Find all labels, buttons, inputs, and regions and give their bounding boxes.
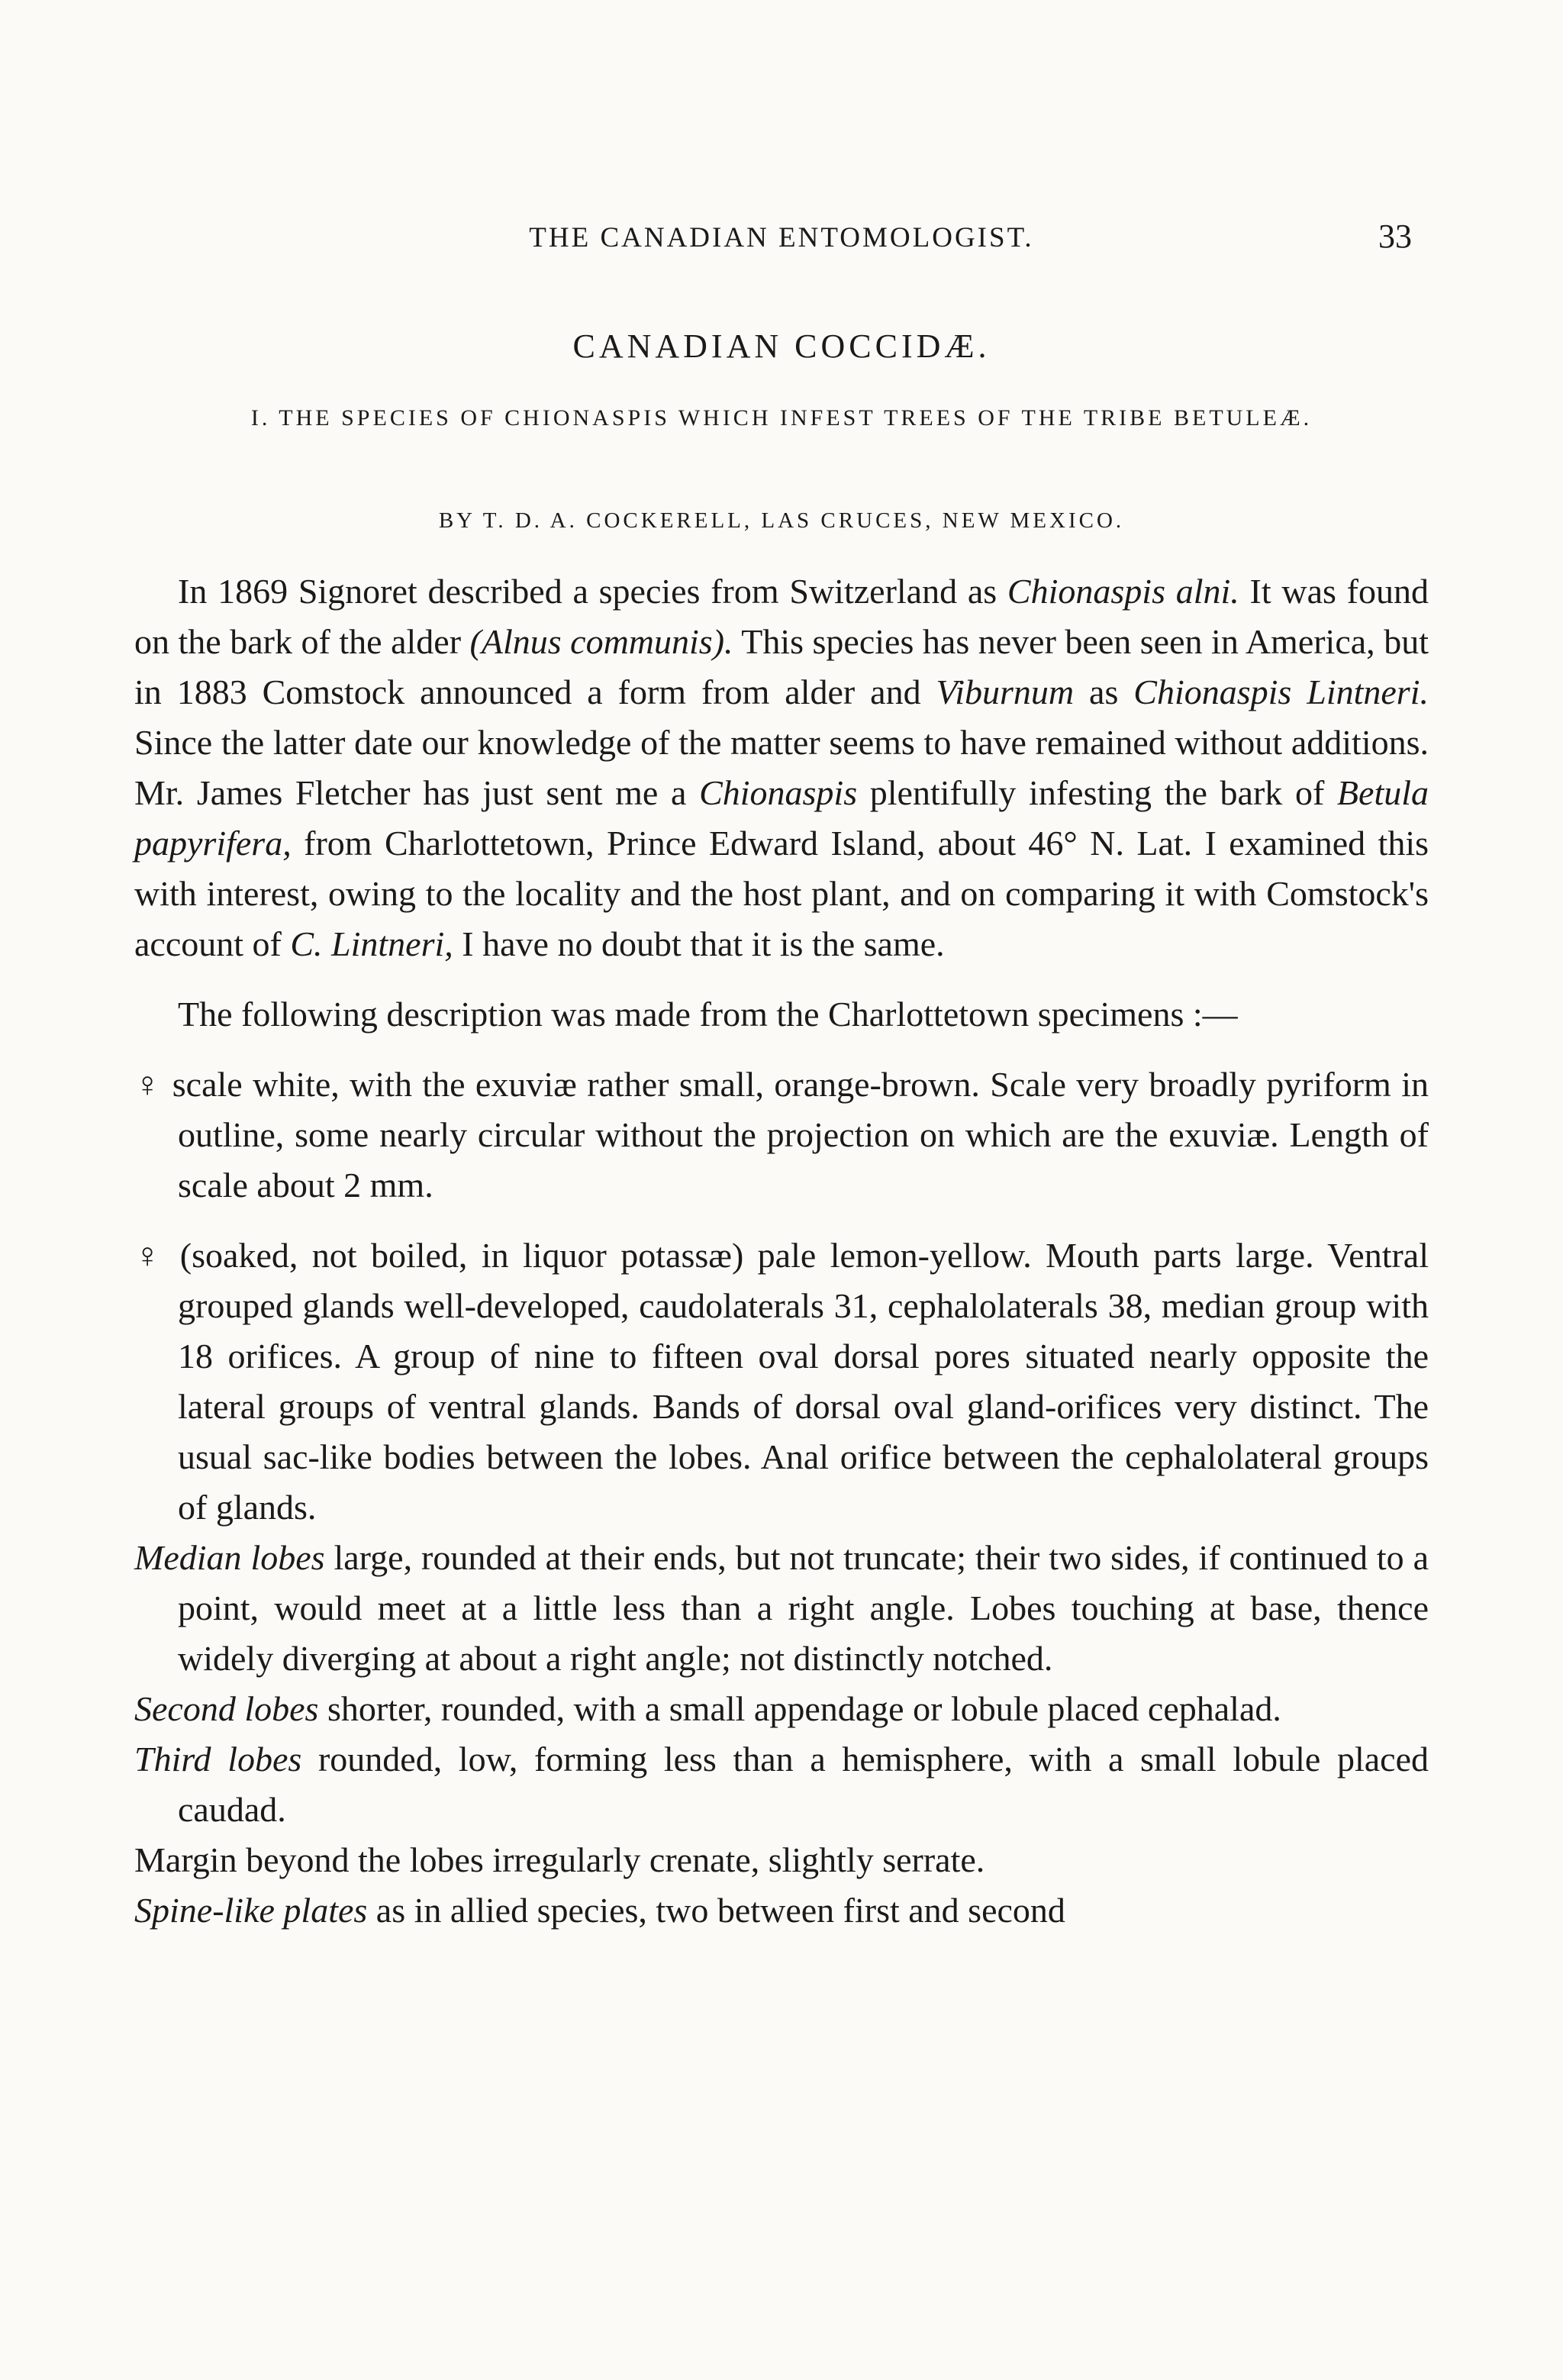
text-run: I have no doubt that it is the same. xyxy=(453,924,945,963)
text-run: shorter, rounded, with a small appendage or lobule placed cephalad. xyxy=(318,1689,1281,1728)
section-label: Median lobes xyxy=(134,1538,325,1577)
section-label: Second lobes xyxy=(134,1689,319,1728)
third-lobes-paragraph xyxy=(134,1734,1429,1835)
text-run: In 1869 Signoret described a species from Switzerland as xyxy=(178,572,1007,611)
article-title: CANADIAN COCCIDÆ. xyxy=(572,327,991,365)
species-name: Betula papyrifera, xyxy=(134,773,1429,863)
text-run: from Charlottetown, Prince Edward Island, about 46° N. Lat. I examined this with interest, owing to the locality and the host plant, and on comparing it with Comstock's account of xyxy=(134,824,1429,963)
spine-plates-paragraph xyxy=(134,1885,1429,1936)
female-scale-paragraph xyxy=(134,1059,1429,1211)
genus-name: Chionaspis xyxy=(699,773,858,812)
second-lobes-paragraph xyxy=(134,1684,1429,1734)
margin-paragraph: Margin beyond the lobes irregularly crenate, slightly serrate. xyxy=(134,1840,985,1879)
species-name: (Alnus communis). xyxy=(469,622,733,661)
section-label: Third lobes xyxy=(134,1740,302,1779)
genus-name: Viburnum xyxy=(936,672,1075,711)
text-run: This species has never been seen in America, but in 1883 Comstock announced a form from alder and xyxy=(134,622,1429,711)
text-run: large, rounded at their ends, but not truncate; their two sides, if continued to a point, would meet at a little less than a right angle. Lobes touching at base, thence widely diverging at about a right angle; not distinctly notched. xyxy=(178,1538,1429,1678)
text-run: as in allied species, two between first and second xyxy=(367,1891,1065,1930)
article-body xyxy=(134,566,1429,1936)
text-run: Since the latter date our knowledge of the matter seems to have remained without additions. Mr. James Fletcher has just sent me a xyxy=(134,723,1429,812)
text-run: plentifully infesting the bark of xyxy=(857,773,1337,812)
author-byline: BY T. D. A. COCKERELL, LAS CRUCES, NEW MEXICO. xyxy=(438,508,1125,533)
running-title: THE CANADIAN ENTOMOLOGIST. xyxy=(529,222,1034,253)
species-name: Chionaspis Lintneri. xyxy=(1133,672,1429,711)
text-run: It was found on the bark of the alder xyxy=(134,572,1429,661)
text-run: as xyxy=(1074,672,1134,711)
species-name: C. Lintneri, xyxy=(290,924,453,963)
description-intro-paragraph: The following description was made from the Charlottetown specimens :— xyxy=(178,995,1238,1034)
text-run: rounded, low, forming less than a hemisphere, with a small lobule placed caudad. xyxy=(178,1740,1429,1829)
article-subtitle: I. THE SPECIES OF CHIONASPIS WHICH INFEST TREES OF THE TRIBE BETULEÆ. xyxy=(250,405,1313,431)
page-number: 33 xyxy=(1378,218,1412,255)
section-label: Spine-like plates xyxy=(134,1891,368,1930)
species-name: Chionaspis alni. xyxy=(1007,572,1239,611)
female-symbol: ♀ xyxy=(134,1236,166,1275)
median-lobes-paragraph xyxy=(134,1533,1429,1684)
intro-paragraph xyxy=(134,566,1429,969)
text-run: (soaked, not boiled, in liquor potassæ) pale lemon-yellow. Mouth parts large. Ventral grouped glands well-developed, caudolaterals 31, cephalolaterals 38, median group with 18 orifices. A group of nine to fifteen oval dorsal pores situated nearly opposite the lateral groups of ventral glands. Bands of dorsal oval gland-orifices very distinct. The usual sac-like bodies between the lobes. Anal orifice between the cephalolateral groups of glands. xyxy=(166,1236,1429,1527)
female-symbol: ♀ xyxy=(134,1065,163,1104)
female-body-paragraph xyxy=(134,1230,1429,1533)
text-run: scale white, with the exuviæ rather small, orange-brown. Scale very broadly pyriform in outline, some nearly circular without the projection on which are the exuviæ. Length of scale about 2 mm. xyxy=(162,1065,1429,1205)
